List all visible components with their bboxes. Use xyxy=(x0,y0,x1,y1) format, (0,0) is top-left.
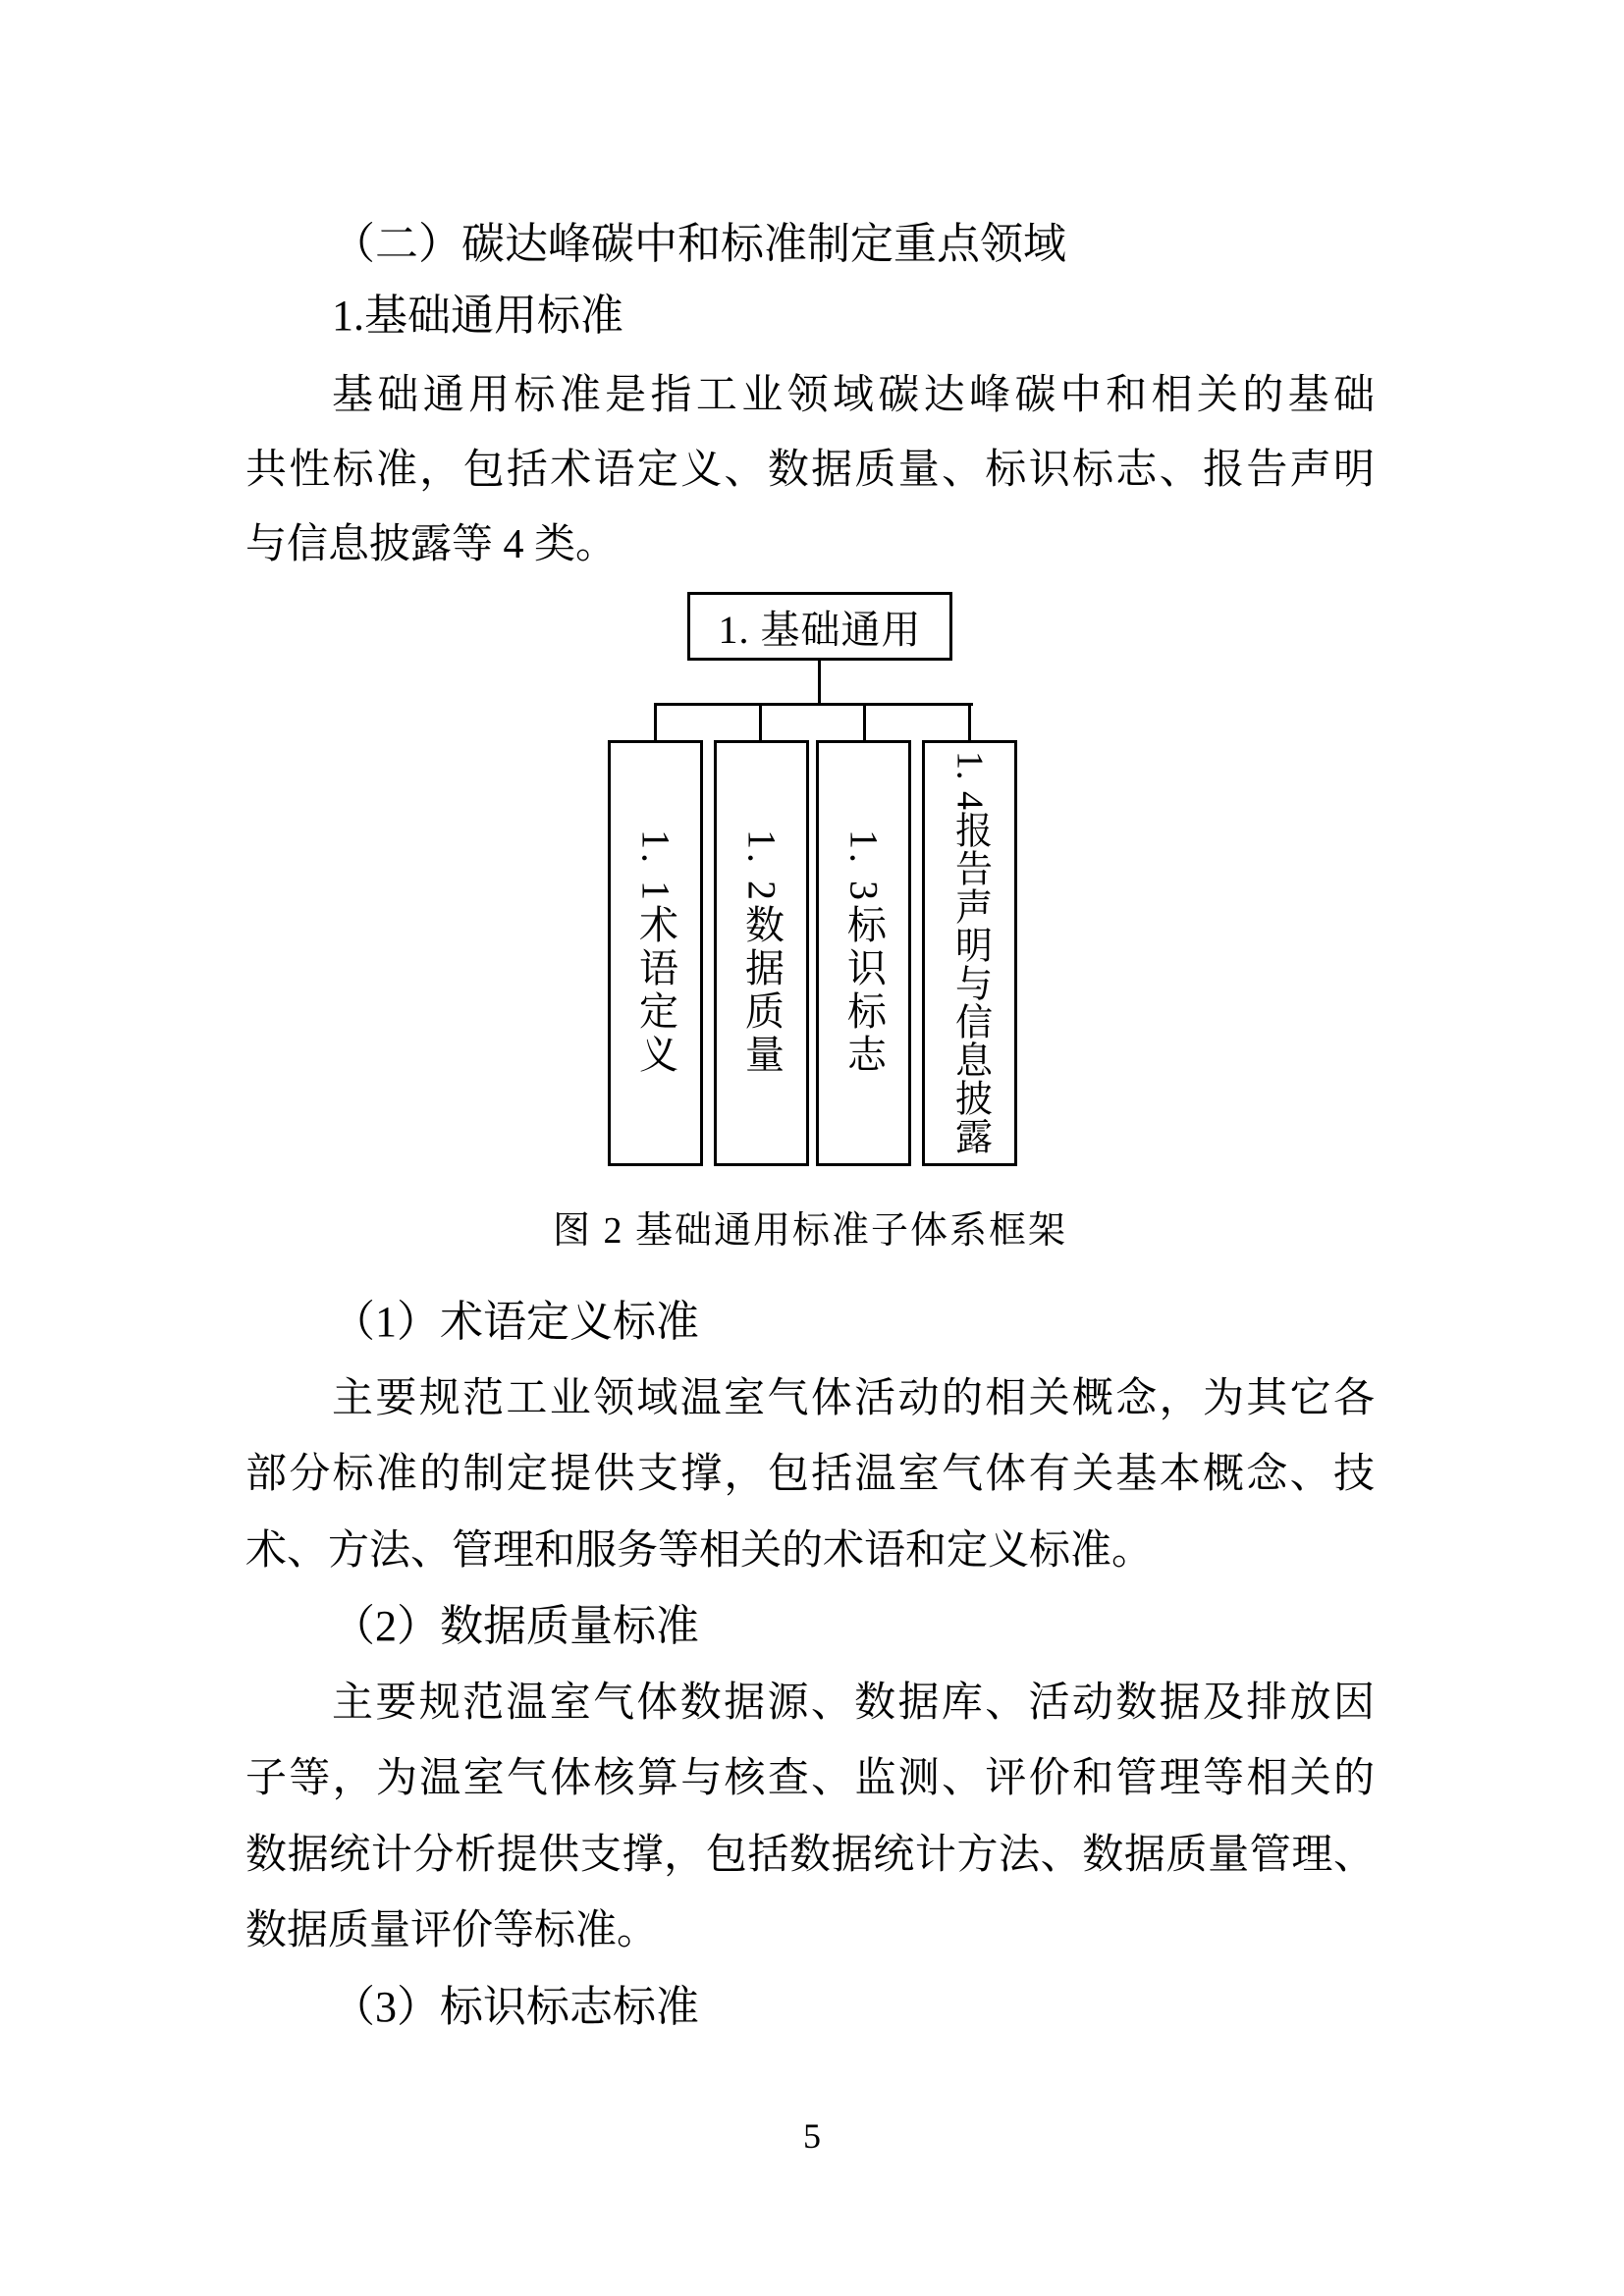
connector-drop-4 xyxy=(968,703,971,742)
paragraph-1-line: 与信息披露等 4 类。 xyxy=(245,522,618,567)
figure-root-label: 1. 基础通用 xyxy=(718,607,922,652)
connector-drop-1 xyxy=(654,703,657,742)
item-heading-3: （3）标识标志标准 xyxy=(332,1983,699,2031)
figure-leaf-label-4: 1. 4报告声明与信息披露 xyxy=(948,751,991,1155)
item-heading-2: （2）数据质量标准 xyxy=(332,1602,699,1650)
figure-leaf-label-3: 1. 3标识标志 xyxy=(841,829,887,1077)
connector-drop-2 xyxy=(759,703,762,742)
figure-leaf-box-2 xyxy=(714,740,809,1166)
paragraph-2-line: 部分标准的制定提供支撑，包括温室气体有关基本概念、技 xyxy=(245,1452,1375,1497)
connector-root-stem xyxy=(818,659,821,705)
subsection-heading: 1.基础通用标准 xyxy=(332,292,623,340)
figure-leaf-label-2: 1. 2数据质量 xyxy=(739,829,785,1077)
paragraph-1-line: 基础通用标准是指工业领域碳达峰碳中和相关的基础 xyxy=(332,373,1375,418)
paragraph-2-line: 主要规范工业领域温室气体活动的相关概念，为其它各 xyxy=(332,1376,1375,1421)
paragraph-3-line: 数据统计分析提供支撑，包括数据统计方法、数据质量管理、 xyxy=(245,1833,1375,1878)
connector-drop-3 xyxy=(863,703,866,742)
figure-leaf-box-3 xyxy=(816,740,911,1166)
figure-caption: 图 2 基础通用标准子体系框架 xyxy=(552,1210,1067,1252)
paragraph-2-line: 术、方法、管理和服务等相关的术语和定义标准。 xyxy=(245,1528,1154,1574)
figure-root-box xyxy=(687,592,952,661)
figure-leaf-label-1: 1. 1术语定义 xyxy=(633,829,678,1077)
item-heading-1: （1）术语定义标准 xyxy=(332,1298,699,1346)
paragraph-3-line: 数据质量评价等标准。 xyxy=(245,1908,659,1953)
paragraph-3-line: 主要规范温室气体数据源、数据库、活动数据及排放因 xyxy=(332,1681,1375,1726)
paragraph-1-line: 共性标准，包括术语定义、数据质量、标识标志、报告声明 xyxy=(245,448,1375,493)
figure-leaf-box-4 xyxy=(922,740,1017,1166)
connector-horizontal-bar xyxy=(654,703,973,706)
figure-leaf-box-1 xyxy=(608,740,703,1166)
section-heading: （二）碳达峰碳中和标准制定重点领域 xyxy=(332,220,1066,268)
paragraph-3-line: 子等，为温室气体核算与核查、监测、评价和管理等相关的 xyxy=(245,1756,1375,1801)
page-number: 5 xyxy=(803,2116,821,2156)
